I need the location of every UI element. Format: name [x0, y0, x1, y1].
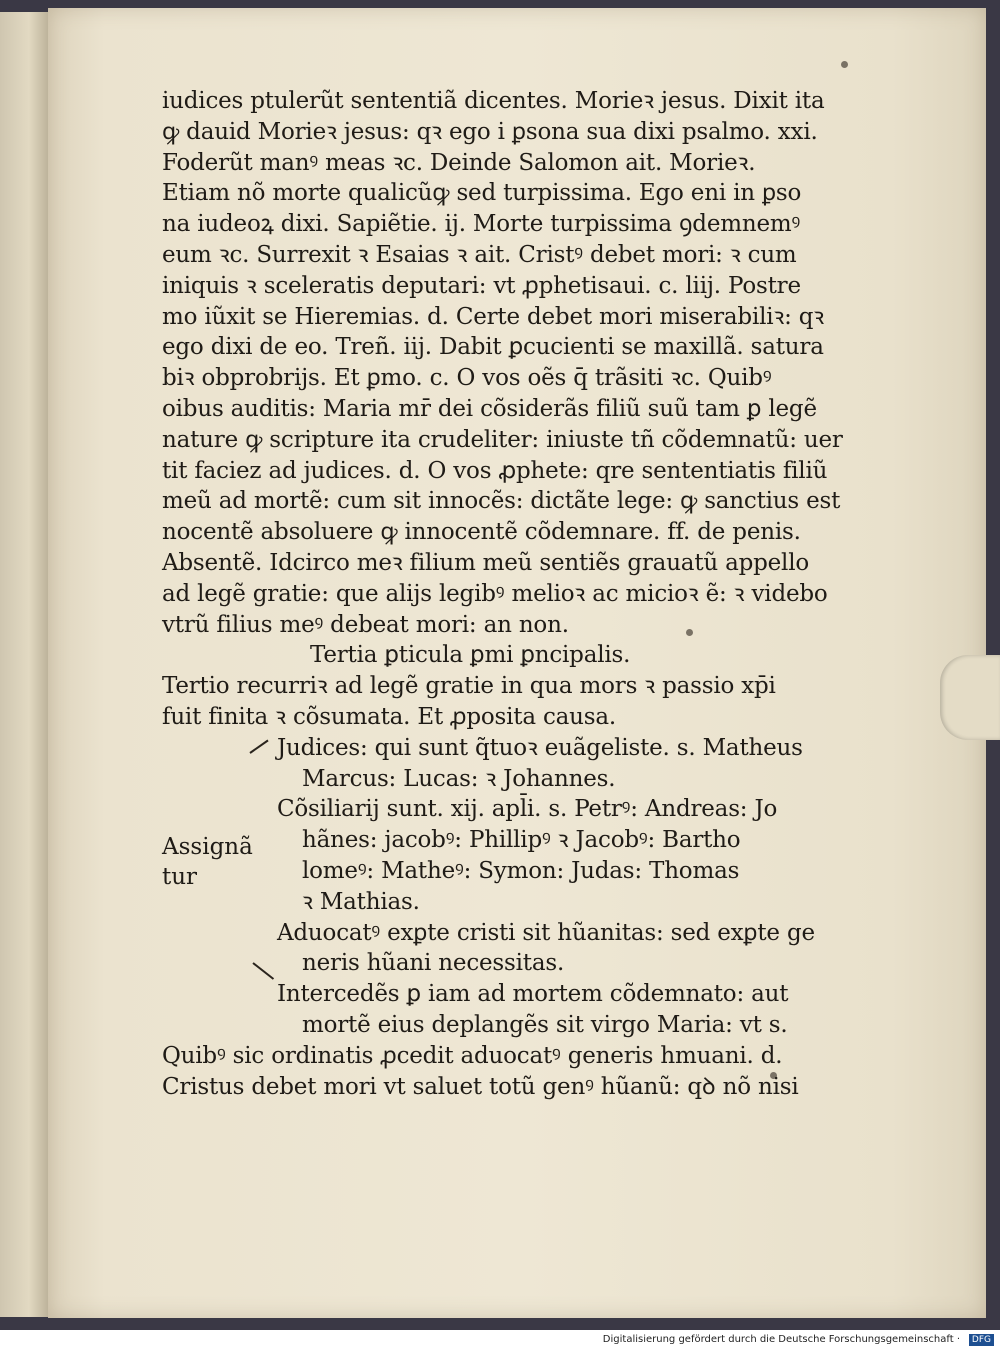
main-line: Etiam nõ morte qualicũꝙ sed turpissima. Ego eni in ꝑso — [162, 180, 802, 207]
main-line: na iudeoꝝ dixi. Sapiẽtie. ij. Morte turpissima ꝯdemnemꝰ — [162, 211, 801, 238]
list-line: hãnes: jacobꝰ: Phillipꝰ ꝛ Jacobꝰ: Bartho — [302, 827, 741, 854]
list-line: Marcus: Lucas: ꝛ Johannes. — [302, 765, 616, 792]
list-line: mortẽ eius deplangẽs sit virgo Maria: vt s. — [302, 1011, 788, 1038]
footer-credit: Digitalisierung gefördert durch die Deutsche Forschungsgemeinschaft · — [0, 1330, 1000, 1350]
main-line: vtrũ filius meꝰ debeat mori: an non. — [162, 611, 569, 638]
assignment-list — [162, 733, 815, 1041]
closing-paragraph — [162, 1041, 799, 1103]
main-line: tit faciez ad judices. d. O vos ꝓphete: qre sententiatis filiũ — [162, 457, 828, 484]
end-line: Cristus debet mori vt saluet totũ genꝰ hũanũ: qꝺ nõ nisi — [162, 1073, 799, 1100]
list-line: ꝛ Mathias. — [302, 888, 420, 915]
list-line: lomeꝰ: Matheꝰ: Symon: Judas: Thomas — [302, 857, 740, 884]
main-line: Foderũt manꝰ meas ꝛc. Deinde Salomon ait. Morieꝛ. — [162, 149, 756, 176]
second-paragraph — [162, 671, 782, 733]
para2-line: Tertio recurriꝛ ad legẽ gratie in qua mors ꝛ passio xp̄i — [162, 673, 776, 700]
list-line: Cõsiliarij sunt. xij. apl̄i. s. Petrꝰ: Andreas: Jo — [277, 796, 778, 823]
end-line: Quibꝰ sic ordinatis ꝓcedit aduocatꝰ generis hmuani. d. — [162, 1042, 783, 1069]
margin-label-line1: Assignã — [162, 834, 253, 860]
list-line: Intercedẽs ꝑ iam ad mortem cõdemnato: aut — [277, 981, 789, 1008]
main-line: ad legẽ gratie: que alijs legibꝰ melioꝛ ac micioꝛ ẽ: ꝛ videbo — [162, 580, 828, 607]
main-line: meũ ad mortẽ: cum sit innocẽs: dictãte lege: ꝙ sanctius est — [162, 488, 841, 515]
main-line: nature ꝙ scripture ita crudeliter: iniuste tñ cõdemnatũ: uer — [162, 426, 843, 453]
list-line: Aduocatꝰ exꝑte cristi sit hũanitas: sed exꝑte ge — [277, 919, 815, 946]
page-text — [162, 86, 843, 1102]
main-line: ꝙ dauid Morieꝛ jesus: qꝛ ego i ꝑsona sua dixi psalmo. xxi. — [162, 118, 818, 145]
page-clip — [940, 655, 1000, 740]
main-line: iniquis ꝛ sceleratis deputari: vt ꝓphetisaui. c. liij. Postre — [162, 272, 801, 299]
main-line: Absentẽ. Idcirco meꝛ filium meũ sentiẽs grauatũ appello — [162, 549, 810, 576]
margin-label-line2: tur — [162, 864, 198, 890]
list-line: neris hũani necessitas. — [302, 950, 565, 977]
main-line: oibus auditis: Maria mr̄ dei cõsiderãs filiũ suũ tam ꝑ legẽ — [162, 395, 817, 422]
main-paragraph — [162, 86, 843, 640]
para2-line: fuit finita ꝛ cõsumata. Et ꝓposita causa. — [162, 703, 616, 730]
main-line: biꝛ obprobrijs. Et ꝑmo. c. O vos oẽs q̄ trãsiti ꝛc. Quibꝰ — [162, 365, 772, 392]
dfg-logo: DFG — [969, 1334, 994, 1346]
main-line: eum ꝛc. Surrexit ꝛ Esaias ꝛ ait. Cristꝰ debet mori: ꝛ cum — [162, 241, 797, 268]
paper-speck — [841, 61, 848, 68]
list-line: Judices: qui sunt q̃tuoꝛ euãgeliste. s. Matheus — [277, 734, 803, 761]
section-heading: Tertia ꝑticula ꝑmi ꝑncipalis. — [310, 642, 631, 669]
main-line: nocentẽ absoluere ꝙ innocentẽ cõdemnare. ff. de penis. — [162, 519, 801, 546]
facing-page-edge — [0, 12, 48, 1317]
main-line: iudices ptulerũt sententiã dicentes. Morieꝛ jesus. Dixit ita — [162, 88, 825, 114]
main-line: mo iũxit se Hieremias. d. Certe debet mori miserabiliꝛ: qꝛ — [162, 303, 824, 330]
main-line: ego dixi de eo. Treñ. iij. Dabit ꝑcucienti se maxillã. satura — [162, 334, 824, 361]
